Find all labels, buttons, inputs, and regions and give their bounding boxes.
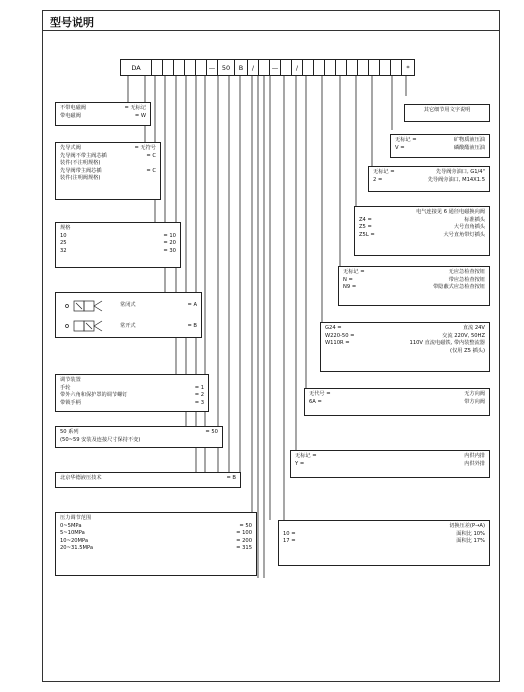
box-pilot: 先导式阀 = 无符号 先导阀不带主阀芯插 = C 装件(不注明规格) 先导阀带主阀芯插 = C 装件(注明阀规格)	[55, 142, 161, 200]
box-maker: 北京华德液压技术 = B	[55, 472, 241, 488]
valve-symbol	[62, 296, 122, 336]
code-slash: /	[291, 59, 303, 76]
box-port: 无标记 = 先导阀旁油口, G1/4" 2 = 先导阀旁油口, M14X1.5	[368, 166, 490, 192]
box-check: 无代号 = 无方向阀 6A = 带方向阀	[304, 388, 490, 416]
box-adjust: 调节装置 手轮 = 1 带外六角和保护罩的调节螺钉 = 2 带锁手柄 = 3	[55, 374, 209, 412]
box-plug: 电气连接见 6 通径电磁换向阀 Z4 = 标准插头 Z5 = 大号直角插头 Z5L = 大号直角带灯插头	[354, 206, 490, 256]
box-switch: 切换压差(P→A) 10 = 面积比 10% 17 = 面积比 17%	[278, 520, 490, 566]
code-dash: —	[269, 59, 281, 76]
box-series: 50 系列 = 50 (50~59 安装及连接尺寸保持不变)	[55, 426, 223, 448]
box-drain: 无标记 = 内供内排 Y = 内供外排	[290, 450, 490, 478]
code-series: 50	[217, 59, 235, 76]
box-pressure: 压力调节范围 0~5MPa = 50 5~10MPa = 100 10~20MPa = 200 20~31.5MPa = 315	[55, 512, 257, 576]
code-prefix: DA	[120, 59, 152, 76]
box-override: 无标记 = 无应急检查按钮 N = 带应急检查按钮 N9 = 带隐蔽式应急检查按钮	[338, 266, 490, 306]
box-mode: 常闭式 = A 常开式 = B	[55, 292, 202, 338]
box-fluid: 无标记 = 矿物质液压油 V = 磷酸酯液压油	[390, 134, 490, 158]
box-voltage: G24 = 直流 24V W220-50 = 交流 220V, 50HZ W110R = 110V 直流电磁铁, 带内装整流器 (仅用 Z5 插头)	[320, 322, 490, 372]
box-other: 其它细节用文字说明	[404, 104, 490, 122]
box-solenoid: 不带电磁阀 = 无标记 带电磁阀 = W	[55, 102, 151, 126]
code-b: B	[234, 59, 248, 76]
code-slash: /	[247, 59, 259, 76]
page-title: 型号说明	[50, 16, 94, 29]
code-star: *	[401, 59, 415, 76]
box-size: 规格 10 = 10 25 = 20 32 = 30	[55, 222, 181, 268]
code-dash: —	[206, 59, 218, 76]
